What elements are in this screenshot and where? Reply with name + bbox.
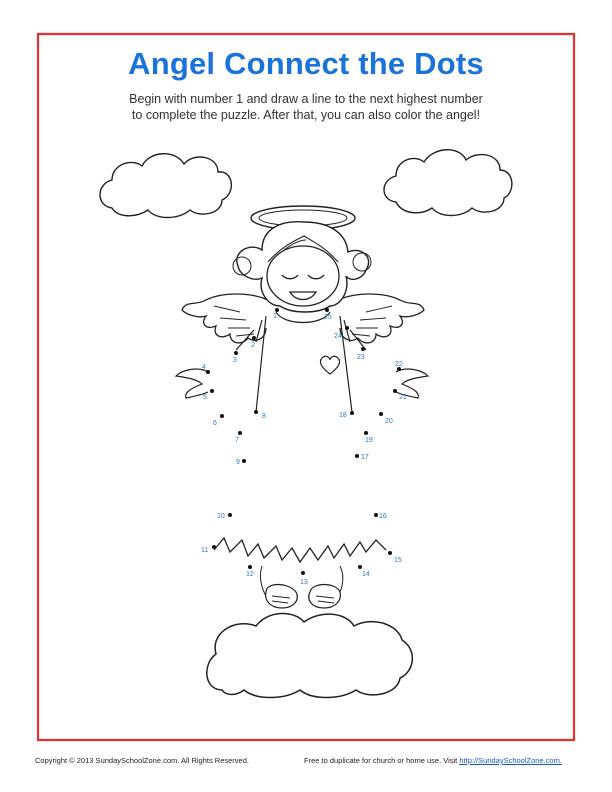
dot-11 — [212, 545, 216, 549]
dot-label-15: 15 — [394, 557, 402, 564]
cloud-left — [100, 154, 231, 218]
dot-label-13: 13 — [300, 579, 308, 586]
instructions-line-1: Begin with number 1 and draw a line to the next highest number — [129, 92, 483, 106]
dot-10 — [228, 513, 232, 517]
dot-label-8: 8 — [262, 413, 266, 420]
dot-6 — [220, 414, 224, 418]
website-link[interactable]: http://SundaySchoolZone.com. — [459, 756, 562, 765]
wing-left-feathers — [214, 306, 254, 336]
dot-label-2: 2 — [251, 342, 255, 349]
face — [267, 246, 339, 306]
dot-20 — [379, 412, 383, 416]
shoe-right — [309, 585, 341, 609]
dot-8 — [254, 410, 258, 414]
dot-18 — [350, 411, 354, 415]
cloud-bottom — [207, 613, 413, 697]
dot-label-7: 7 — [235, 437, 239, 444]
dot-label-12: 12 — [246, 571, 254, 578]
dot-12 — [248, 565, 252, 569]
dot-13 — [301, 571, 305, 575]
dot-15 — [388, 551, 392, 555]
dot-16 — [374, 513, 378, 517]
dot-label-4: 4 — [202, 364, 206, 371]
dot-label-19: 19 — [365, 437, 373, 444]
dot-5 — [210, 389, 214, 393]
dot-3 — [234, 351, 238, 355]
dot-label-5: 5 — [203, 394, 207, 401]
shoe-left — [266, 585, 298, 609]
dot-label-6: 6 — [213, 420, 217, 427]
dot-label-1: 1 — [273, 313, 277, 320]
dot-17 — [355, 454, 359, 458]
dot-label-25: 25 — [324, 314, 332, 321]
usage-text: Free to duplicate for church or home use. Visit — [304, 756, 458, 765]
collar — [276, 312, 330, 323]
copyright-notice: Copyright © 2013 SundaySchoolZone.com. All Rights Reserved. — [35, 756, 249, 765]
dot-7 — [238, 431, 242, 435]
dot-23 — [361, 347, 365, 351]
dot-label-24: 24 — [334, 333, 342, 340]
dot-9 — [242, 459, 246, 463]
instructions-line-2: to complete the puzzle. After that, you can also color the angel! — [131, 108, 481, 122]
dot-24 — [345, 326, 349, 330]
dot-label-17: 17 — [361, 454, 369, 461]
dot-1 — [275, 308, 279, 312]
dot-label-23: 23 — [357, 354, 365, 361]
dot-label-9: 9 — [236, 459, 240, 466]
dot-label-10: 10 — [217, 513, 225, 520]
dot-4 — [206, 370, 210, 374]
dot-21 — [393, 389, 397, 393]
dot-label-3: 3 — [233, 357, 237, 364]
dot-25 — [325, 308, 329, 312]
sleeve-right — [340, 316, 366, 412]
dot-label-20: 20 — [385, 418, 393, 425]
dot-layer — [201, 308, 407, 586]
dot-2 — [252, 336, 256, 340]
heart-icon — [320, 356, 339, 374]
dot-label-18: 18 — [339, 412, 347, 419]
dot-label-21: 21 — [399, 394, 407, 401]
dot-label-16: 16 — [379, 513, 387, 520]
dot-label-11: 11 — [201, 547, 209, 554]
dot-14 — [358, 565, 362, 569]
dot-label-14: 14 — [362, 571, 370, 578]
usage-notice — [304, 756, 562, 765]
page-title: Angel Connect the Dots — [128, 46, 484, 81]
skirt-hem — [214, 538, 386, 562]
dot-19 — [364, 431, 368, 435]
sleeve-left — [236, 316, 266, 412]
dot-label-22: 22 — [395, 361, 403, 368]
cloud-right — [384, 150, 512, 216]
wing-right-feathers — [352, 306, 392, 336]
